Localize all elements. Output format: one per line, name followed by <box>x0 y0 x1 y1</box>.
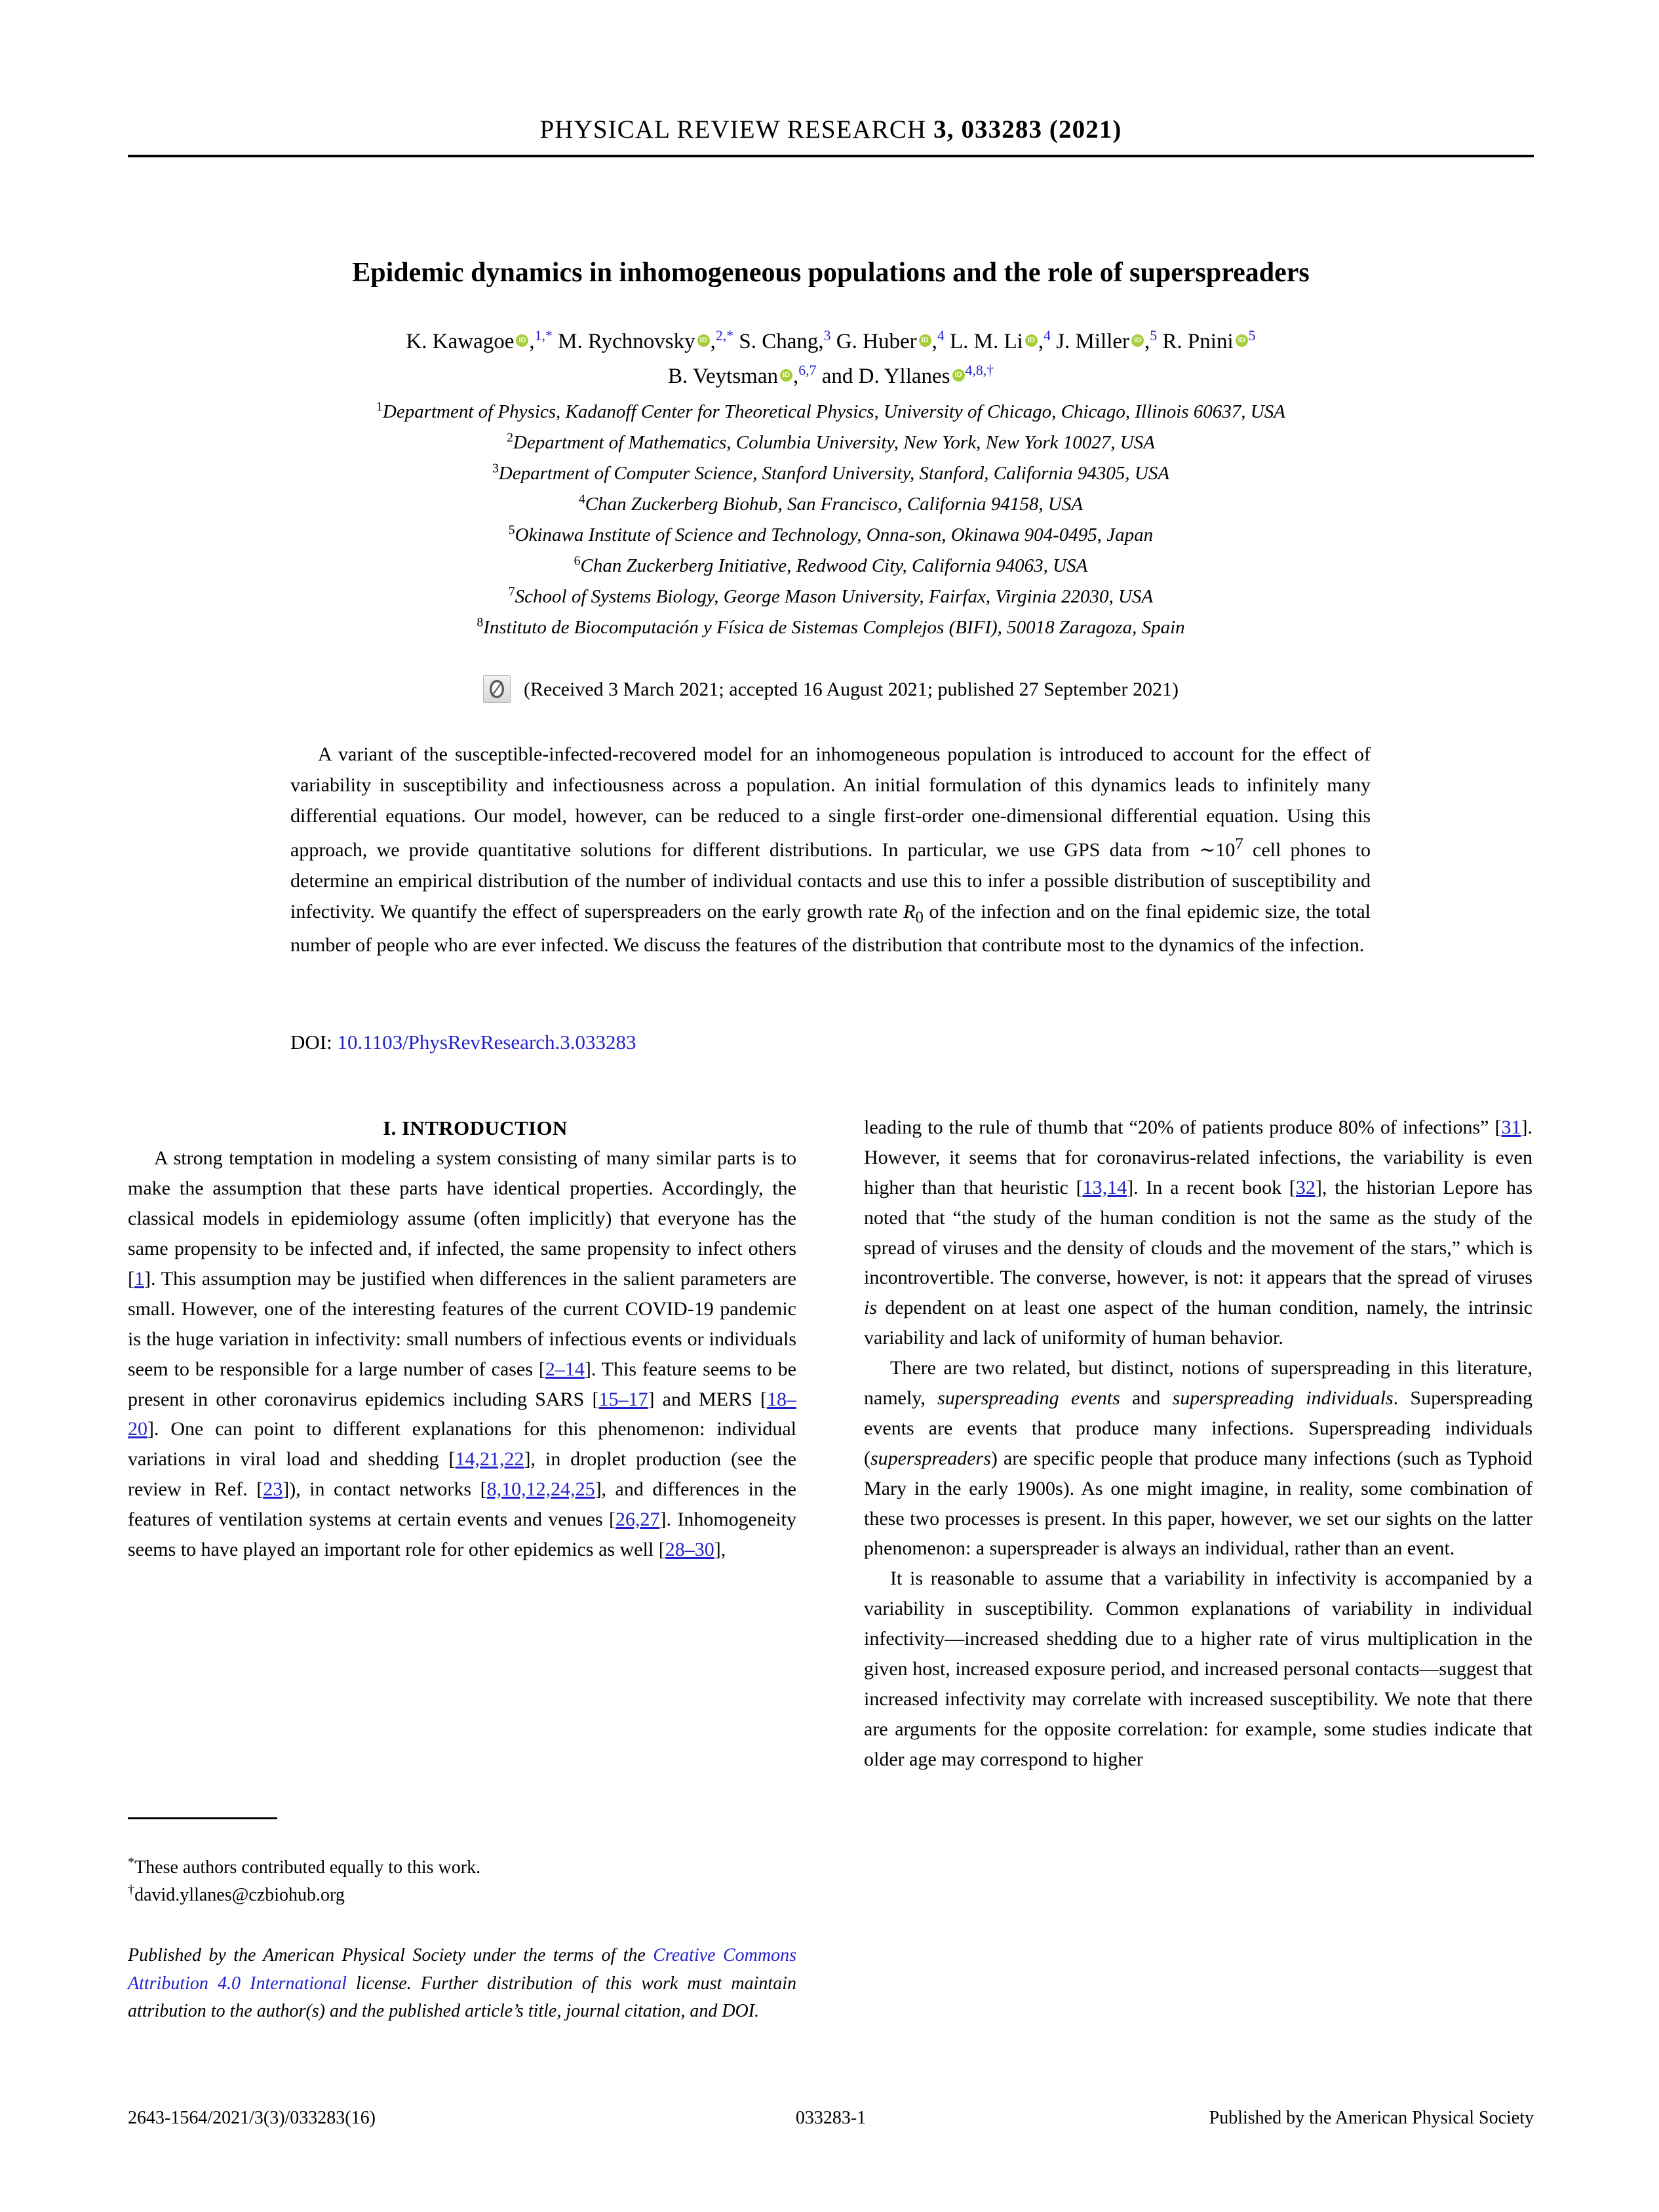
paragraph <box>864 1564 1532 1774</box>
abstract-text <box>290 740 1371 961</box>
author-name: R. Pnini <box>1162 330 1234 353</box>
citation-link[interactable]: 2–14 <box>545 1358 585 1380</box>
footnote-text: These authors contributed equally to this work. <box>134 1857 481 1878</box>
author-affiliation-marker: 4 <box>937 328 945 344</box>
orcid-icon[interactable] <box>919 334 931 347</box>
footer-page-number: 033283-1 <box>795 2108 867 2128</box>
running-head-volume: 3, 033283 (2021) <box>933 115 1122 144</box>
footnote <box>128 1882 796 1909</box>
text-run: ]. However, it seems that for coronavirus-related infections, the variability is even higher than that heuristic [ <box>864 1116 1532 1198</box>
footnote-marker: † <box>128 1882 135 1897</box>
citation-link[interactable]: 15–17 <box>598 1388 648 1410</box>
affiliation-text: Department of Physics, Kadanoff Center for Theoretical Physics, University of Chicago, Chicago, Illinois 60637, USA <box>382 401 1285 422</box>
paragraph <box>128 1143 796 1564</box>
emphasis: superspreading individuals <box>1172 1387 1394 1410</box>
author-line-1 <box>128 325 1534 359</box>
author-separator: , <box>710 330 716 353</box>
body-column-right <box>864 1113 1532 1775</box>
affiliation <box>128 520 1534 551</box>
orcid-icon[interactable] <box>516 334 528 347</box>
affiliation <box>128 397 1534 427</box>
text-run: ] and MERS [ <box>648 1388 767 1410</box>
affiliation-number: 2 <box>507 430 513 445</box>
author-separator: , <box>793 365 799 389</box>
running-head-journal: PHYSICAL REVIEW RESEARCH <box>539 115 927 144</box>
author-name: S. Chang <box>739 330 819 353</box>
text-run: leading to the rule of thumb that “20% of patients produce 80% of infections” [ <box>864 1116 1502 1138</box>
superscript: 7 <box>1235 835 1243 854</box>
footnote-marker: * <box>128 1855 135 1870</box>
citation-link[interactable]: 28–30 <box>665 1539 714 1560</box>
author-separator: , <box>1038 330 1044 353</box>
text-run: ]. In a recent book [ <box>1127 1176 1296 1198</box>
affiliation <box>128 427 1534 458</box>
license-link[interactable]: Creative Commons Attribution 4.0 International <box>128 1945 796 1994</box>
subscript: 0 <box>915 908 924 926</box>
affiliation <box>128 612 1534 643</box>
author-name: M. Rychnovsky <box>558 330 695 353</box>
doi-link[interactable]: 10.1103/PhysRevResearch.3.033283 <box>337 1031 636 1054</box>
citation-link[interactable]: 1 <box>134 1267 144 1290</box>
citation-link[interactable]: 13,14 <box>1082 1176 1127 1198</box>
text-run: and <box>1120 1387 1173 1410</box>
footer-issn: 2643-1564/2021/3(3)/033283(16) <box>128 2108 376 2128</box>
author-affiliation-marker: 4 <box>1044 328 1051 344</box>
affiliation-text: Department of Computer Science, Stanford University, Stanford, California 94305, USA <box>498 462 1170 484</box>
orcid-icon[interactable] <box>1131 334 1144 347</box>
text-run: ∼10 <box>1199 839 1236 861</box>
affiliation-number: 5 <box>508 523 515 538</box>
affiliation-text: Chan Zuckerberg Initiative, Redwood City, California 94063, USA <box>580 555 1088 576</box>
affiliation-number: 7 <box>508 584 515 599</box>
text-run: A variant of the susceptible-infected-recovered model for an inhomogeneous population is introduced to account for the effect of variability in susceptibility and infectiousness across a population. An initial formulation of this dynamics leads to infinitely many differential equations. Our model, however, can be reduced to a single first-order one-dimensional differential equation. Using this approach, we provide quantitative solutions for different distributions. In particular, we use GPS data from <box>290 743 1371 861</box>
affiliation-number: 1 <box>376 399 383 414</box>
author-name: B. Veytsman <box>667 365 778 389</box>
text-run: ], and differences in the features of ventilation systems at certain events and venues [ <box>128 1478 796 1531</box>
author-separator: , <box>529 330 535 353</box>
affiliation-list <box>128 397 1534 643</box>
paragraph <box>864 1113 1532 1353</box>
author-affiliation-marker: 6,7 <box>798 363 817 379</box>
author-affiliation-marker: 4,8,† <box>965 363 994 379</box>
text-run: of the infection and on the final epidemic size, the total number of people who are ever infected. We discuss the features of the distribution that contribute most to the dynamics of the infection. <box>290 900 1371 956</box>
text-run: ], the historian Lepore has noted that “the study of the human condition is not the same as the study of the spread of viruses and the density of clouds and the movement of the stars,” which is incontrovertible. The converse, however, is not: it appears that the spread of viruses <box>864 1176 1532 1289</box>
citation-link[interactable]: 8,10,12,24,25 <box>486 1478 595 1501</box>
citation-link[interactable]: 32 <box>1295 1176 1316 1198</box>
publication-dates <box>128 675 1534 703</box>
header-rule <box>128 155 1534 157</box>
text-run: license. Further distribution of this work must maintain attribution to the author(s) and the published article’s title, journal citation, and DOI. <box>128 1973 796 2022</box>
footnote <box>128 1854 796 1882</box>
text-run: . Superspreading events are events that produce many infections. Superspreading individuals ( <box>864 1387 1533 1469</box>
orcid-icon[interactable] <box>952 369 965 382</box>
author-separator: , <box>818 330 824 353</box>
math-symbol: R <box>903 900 916 922</box>
doi-line <box>290 1031 636 1054</box>
text-run: ]. One can point to different explanations for this phenomenon: individual variations in viral load and shedding [ <box>128 1418 796 1471</box>
author-name: and D. Yllanes <box>821 365 950 389</box>
section-heading-introduction: I. INTRODUCTION <box>383 1116 568 1139</box>
text-run: ]), in contact networks [ <box>283 1478 487 1501</box>
author-affiliation-marker: 3 <box>823 328 831 344</box>
affiliation-text: Chan Zuckerberg Biohub, San Francisco, California 94158, USA <box>585 493 1083 515</box>
affiliation-text: Okinawa Institute of Science and Technology, Onna-son, Okinawa 904-0495, Japan <box>515 524 1154 545</box>
affiliation-number: 8 <box>477 615 484 630</box>
text-run: A strong temptation in modeling a system consisting of many similar parts is to make the assumption that these parts have identical properties. Accordingly, the classical models in epidemiology assume (often implicitly) that everyone has the same propensity to be infected and, if infected, the same propensity to infect others [ <box>128 1147 796 1290</box>
license-statement <box>128 1942 796 2026</box>
citation-link[interactable]: 18–20 <box>128 1388 796 1440</box>
text-run: ]. This feature seems to be present in other coronavirus epidemics including SARS [ <box>128 1358 796 1410</box>
text-run: ]. This assumption may be justified when differences in the salient parameters are small. However, one of the interesting features of the current COVID-19 pandemic is the huge variation in infectivity: small numbers of infectious events or individuals seem to be responsible for a large number of cases [ <box>128 1267 796 1380</box>
emphasis: is <box>864 1297 878 1319</box>
citation-link[interactable]: 23 <box>263 1478 283 1501</box>
text-run: It is reasonable to assume that a variability in infectivity is accompanied by a variability in susceptibility. Common explanations of variability in individual infectivity—increased shedding due to a higher rate of virus multiplication in the given host, increased exposure period, and increased personal contacts—suggest that increased infectivity may correlate with increased susceptibility. We note that there are arguments for the opposite correlation: for example, some studies indicate that older age may correspond to higher <box>864 1568 1532 1770</box>
author-name: G. Huber <box>836 330 917 353</box>
orcid-icon[interactable] <box>697 334 710 347</box>
text-run: ]. Inhomogeneity seems to have played an important role for other epidemics as well [ <box>128 1509 796 1560</box>
text-run: Published by the American Physical Society under the terms of the <box>128 1945 654 1965</box>
author-line-2 <box>128 359 1534 394</box>
author-name: J. Miller <box>1056 330 1130 353</box>
text-run: cell phones to determine an empirical distribution of the number of individual contacts and use this to infer a possible distribution of susceptibility and infectivity. We quantify the effect of superspreaders on the early growth rate <box>290 839 1371 922</box>
orcid-icon[interactable] <box>780 369 792 382</box>
affiliation <box>128 551 1534 582</box>
author-separator: , <box>1144 330 1150 353</box>
affiliation <box>128 489 1534 520</box>
author-name: L. M. Li <box>949 330 1023 353</box>
affiliation-text: School of Systems Biology, George Mason University, Fairfax, Virginia 22030, USA <box>515 585 1154 607</box>
affiliation-text: Department of Mathematics, Columbia University, New York, New York 10027, USA <box>513 431 1155 453</box>
affiliation-number: 4 <box>578 492 585 507</box>
body-column-left <box>128 1113 796 1565</box>
author-affiliation-marker: 5 <box>1248 328 1256 344</box>
orcid-icon[interactable] <box>1236 334 1248 347</box>
orcid-icon[interactable] <box>1025 334 1038 347</box>
author-name: K. Kawagoe <box>406 330 515 353</box>
publication-dates-text: (Received 3 March 2021; accepted 16 August 2021; published 27 September 2021) <box>524 679 1179 700</box>
affiliation-text: Instituto de Biocomputación y Física de Sistemas Complejos (BIFI), 50018 Zaragoza, Spain <box>483 616 1185 638</box>
emphasis: superspreading events <box>937 1387 1120 1410</box>
author-affiliation-marker: 1,* <box>534 328 553 344</box>
affiliation-number: 3 <box>492 461 499 476</box>
affiliation-number: 6 <box>574 553 581 568</box>
running-head <box>128 115 1534 144</box>
abstract <box>290 740 1371 961</box>
text-run: ], in droplet production (see the review in Ref. [ <box>128 1448 796 1501</box>
text-run: ) are specific people that produce many infections (such as Typhoid Mary in the early 1900s). As one might imagine, in reality, some combination of these two processes is present. In this paper, however, we set our sights on the latter phenomenon: a superspreader is always an individual, rather than an event. <box>864 1447 1532 1560</box>
author-affiliation-marker: 5 <box>1150 328 1158 344</box>
emphasis: superspreaders <box>870 1447 991 1469</box>
paragraph <box>864 1353 1532 1564</box>
text-run: ], <box>714 1539 726 1560</box>
affiliation <box>128 582 1534 612</box>
footnote-list <box>128 1854 796 1909</box>
author-affiliation-marker: 2,* <box>715 328 734 344</box>
citation-link[interactable]: 31 <box>1501 1116 1521 1138</box>
author-separator: , <box>931 330 937 353</box>
footnote-text: david.yllanes@czbiohub.org <box>134 1885 345 1905</box>
doi-label: DOI: <box>290 1031 338 1054</box>
crossmark-icon[interactable] <box>483 675 511 703</box>
text-run: dependent on at least one aspect of the human condition, namely, the intrinsic variability and lack of uniformity of human behavior. <box>864 1297 1532 1349</box>
affiliation <box>128 458 1534 489</box>
citation-link[interactable]: 14,21,22 <box>455 1448 524 1471</box>
citation-link[interactable]: 26,27 <box>615 1509 660 1531</box>
paper-title: Epidemic dynamics in inhomogeneous populations and the role of superspreaders <box>352 258 1310 288</box>
text-run: There are two related, but distinct, notions of superspreading in this literature, namely, <box>864 1357 1532 1410</box>
footer-publisher: Published by the American Physical Society <box>1209 2108 1534 2128</box>
footnote-rule <box>128 1817 277 1819</box>
author-list <box>128 325 1534 395</box>
